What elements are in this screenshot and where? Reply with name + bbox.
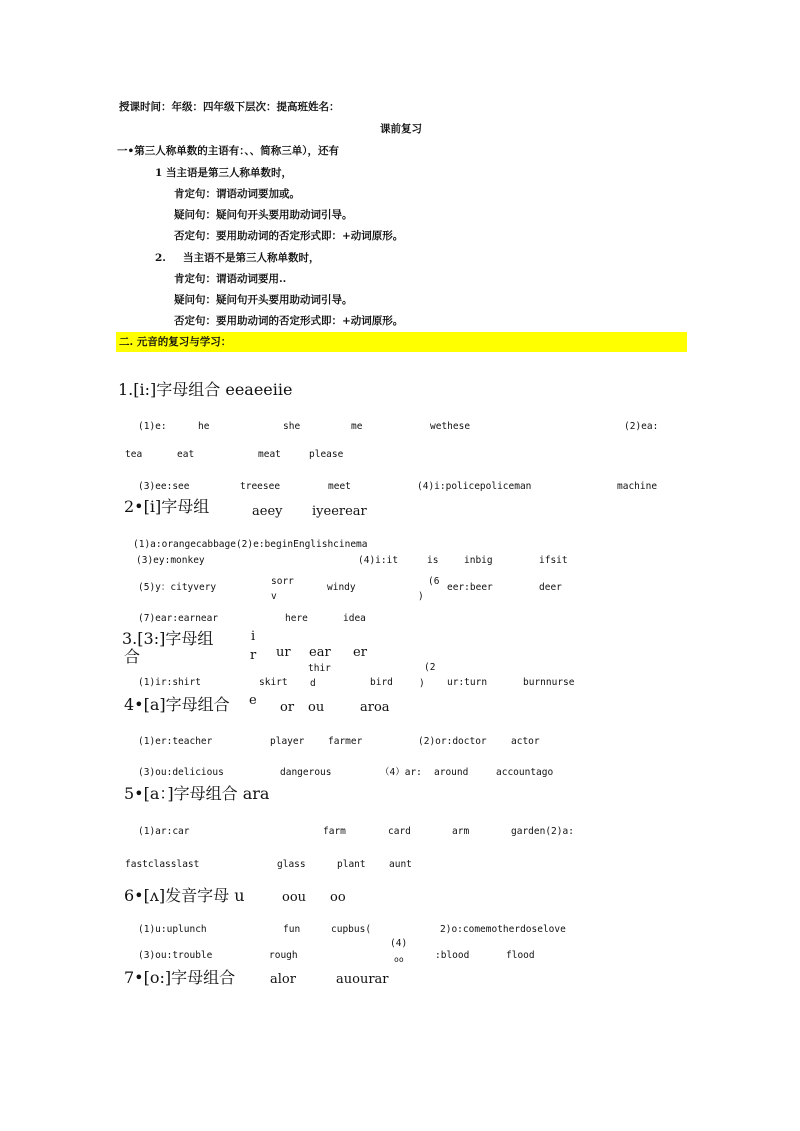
item4-heading: 4•[a]字母组合: [124, 695, 230, 714]
item6-combo-oou: oou: [282, 890, 307, 905]
item2-heading: 2•[i]字母组: [124, 497, 210, 516]
item1-row1-c1: (1)e:: [138, 421, 167, 432]
item2-row3-c2: sorr: [271, 576, 294, 587]
item6-row1-c1: (1)u:uplunch: [138, 924, 207, 935]
item6-row2-c5: :blood: [435, 950, 470, 961]
item2-row3-c3: v: [271, 591, 277, 602]
item5-row2-c1: fastclasslast: [125, 859, 200, 870]
item6-heading: 6•[ʌ]发音字母 u: [124, 886, 245, 905]
item5-row1-c3: card: [388, 826, 411, 837]
item5-row1-c5: garden(2)a:: [511, 826, 574, 837]
item2-row4-c1: (7)ear:earnear: [138, 613, 219, 624]
item3-combo-ear: ear: [309, 645, 331, 660]
item6-row2-c4: oo: [394, 955, 404, 964]
item1-row2-c2: eat: [177, 449, 195, 460]
page-title: 课前复习: [380, 123, 422, 135]
item3-heading: 3.[3:]字母组: [122, 629, 214, 648]
item2-row3-c6: ): [418, 591, 424, 602]
item4-row1-c4: (2)or:doctor: [418, 736, 487, 747]
item4-row2-c3: （4）ar:: [380, 767, 422, 778]
item3-row1-c3: thir: [308, 663, 331, 674]
item3-combo-i: i: [251, 629, 256, 644]
item5-row2-c4: aunt: [389, 859, 412, 870]
item1-row1-c2: he: [198, 421, 210, 432]
case1-title: 1 当主语是第三人称单数时，: [155, 167, 292, 179]
item6-row2-c1: (3)ou:trouble: [138, 950, 213, 961]
item6-row1-c4: 2)o:comemotherdoselove: [440, 924, 566, 935]
item5-row2-c2: glass: [277, 859, 306, 870]
case1-negative: 否定句：要用助动词的否定形式即：+动词原形。: [174, 230, 404, 242]
item7-combo-alor: alor: [270, 972, 296, 987]
item2-row3-c1: (5)y：cityvery: [138, 582, 217, 593]
item3-heading-cont: 合: [124, 647, 141, 666]
item6-combo-oo: oo: [330, 890, 346, 905]
item3-row1-c5: bird: [370, 677, 393, 688]
item1-row3-c4: (4)i:policepoliceman: [417, 481, 532, 492]
item3-row1-c8: ur:turn: [447, 677, 488, 688]
item1-row1-c6: (2)ea:: [624, 421, 659, 432]
item2-combo-1: aeey: [252, 504, 283, 519]
item2-row3-c8: deer: [539, 582, 562, 593]
item2-row2b-c3: inbig: [464, 555, 493, 566]
item1-row2-c3: meat: [258, 449, 281, 460]
section1-intro: 一•第三人称单数的主语有：、、简称三单），还有: [117, 145, 339, 157]
item4-row1-c3: farmer: [328, 736, 363, 747]
case2-number: 2.: [155, 252, 166, 264]
item3-row1-c6: (2: [424, 662, 436, 673]
item3-combo-er: er: [353, 645, 367, 660]
item5-row1-c4: arm: [452, 826, 470, 837]
item3-combo-ur: ur: [276, 645, 291, 660]
item2-combo-2: iyeerear: [312, 504, 367, 519]
case2-title: 当主语不是第三人称单数时，: [183, 252, 320, 264]
item4-row2-c4: around: [434, 767, 469, 778]
item7-combo-auourar: auourar: [336, 972, 389, 987]
item7-heading: 7•[o:]字母组合: [124, 968, 236, 987]
case2-affirmative: 肯定句：谓语动词要用..: [174, 273, 287, 285]
case1-question: 疑问句：疑问句开头要用助动词引导。: [174, 209, 353, 221]
item4-combo-ou: ou: [308, 700, 325, 715]
item6-row2-c2: rough: [269, 950, 298, 961]
item1-row2-c4: please: [309, 449, 344, 460]
item1-row1-c3: she: [283, 421, 301, 432]
item1-row3-c5: machine: [617, 481, 658, 492]
item3-combo-r: r: [250, 648, 257, 663]
item4-row1-c1: (1)er:teacher: [138, 736, 213, 747]
item4-row2-c1: (3)ou:delicious: [138, 767, 224, 778]
item4-combo-e: e: [249, 693, 257, 708]
item1-row3-c1: (3)ee:see: [138, 481, 190, 492]
item2-row2b-c2: is: [427, 555, 439, 566]
item6-row2-c6: flood: [506, 950, 535, 961]
item1-row1-c4: me: [351, 421, 363, 432]
case2-question: 疑问句：疑问句开头要用助动词引导。: [174, 294, 353, 306]
item5-heading: 5•[a：]字母组合 ara: [124, 784, 270, 803]
item3-row1-c1: (1)ir:shirt: [138, 677, 201, 688]
item1-heading: 1.[i:]字母组合 eeaeeiie: [118, 380, 293, 399]
item2-row1: (1)a:orangecabbage(2)e:beginEnglishcinema: [133, 539, 368, 550]
item4-row2-c5: accountago: [496, 767, 554, 778]
item4-row2-c2: dangerous: [280, 767, 332, 778]
item4-row1-c5: actor: [511, 736, 540, 747]
item3-row1-c2: skirt: [259, 677, 288, 688]
item4-combo-aroa: aroa: [360, 700, 390, 715]
item3-row1-c4: d: [310, 678, 316, 689]
case1-affirmative: 肯定句：谓语动词要加或。: [174, 188, 300, 200]
case2-negative: 否定句：要用助动词的否定形式即：+动词原形。: [174, 315, 404, 327]
item2-row4-c3: idea: [343, 613, 366, 624]
item6-row2-c3: (4): [390, 938, 408, 949]
item2-row2b-c1: (4)i:it: [358, 555, 399, 566]
item2-row4-c2: here: [285, 613, 308, 624]
item1-row2-c1: tea: [125, 449, 143, 460]
item5-row1-c1: (1)ar:car: [138, 826, 190, 837]
item4-row1-c2: player: [270, 736, 305, 747]
item2-row3-c5: (6: [428, 576, 440, 587]
item2-row3-c4: windy: [327, 582, 356, 593]
item1-row3-c2: treesee: [240, 481, 281, 492]
header-info: 授课时间：年级：四年级下层次：提高班姓名：: [119, 101, 340, 113]
item2-row2: (3)ey:monkey: [136, 555, 205, 566]
item5-row1-c2: farm: [323, 826, 346, 837]
item1-row1-c5: wethese: [430, 421, 471, 432]
section2-title: 二. 元音的复习与学习：: [119, 336, 232, 348]
item1-row3-c3: meet: [328, 481, 351, 492]
item2-row2b-c4: ifsit: [539, 555, 568, 566]
item5-row2-c3: plant: [337, 859, 366, 870]
item2-row3-c7: eer:beer: [447, 582, 493, 593]
item6-row1-c2: fun: [283, 924, 301, 935]
item6-row1-c3: cupbus(: [331, 924, 372, 935]
item4-combo-or: or: [280, 700, 295, 715]
item3-row1-c7: ): [419, 678, 425, 689]
item3-row1-c9: burnnurse: [523, 677, 575, 688]
